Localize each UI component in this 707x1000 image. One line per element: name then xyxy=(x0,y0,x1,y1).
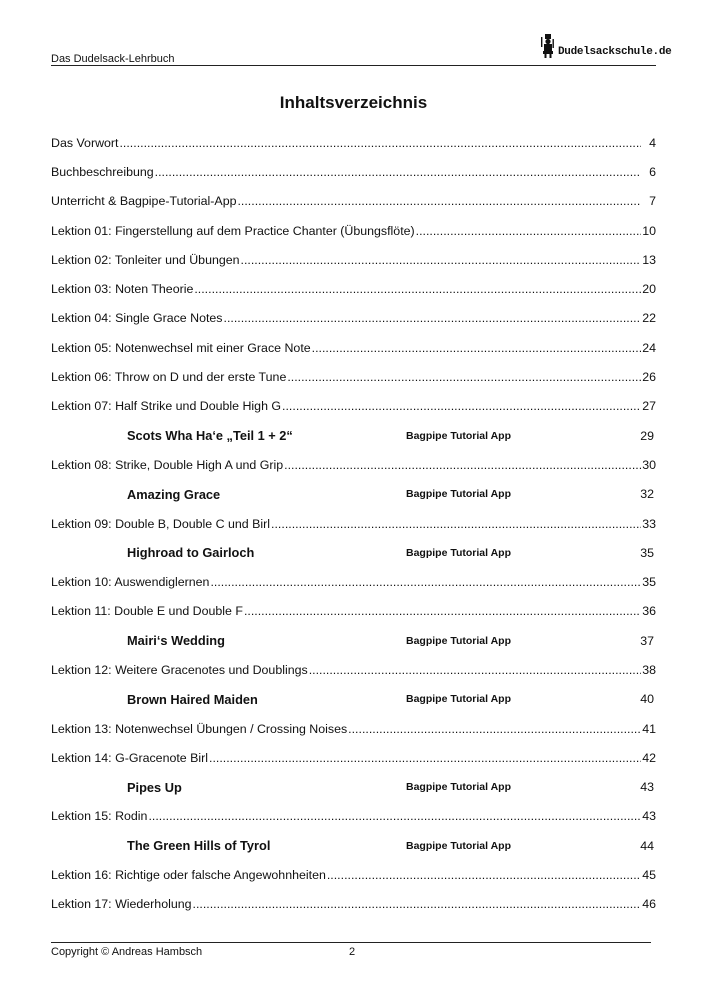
tune-title: Pipes Up xyxy=(127,779,182,795)
toc-entry[interactable] xyxy=(51,157,656,186)
toc-page-number: 4 xyxy=(649,135,656,150)
toc-entry-title: Lektion 02: Tonleiter und Übungen xyxy=(51,252,240,267)
toc-dot-leader xyxy=(282,399,641,413)
toc-page-number: 37 xyxy=(640,633,654,648)
toc-entry[interactable] xyxy=(51,860,656,889)
bagpiper-icon xyxy=(540,34,556,58)
toc-dot-leader xyxy=(327,868,641,882)
page-title: Inhaltsverzeichnis xyxy=(279,93,428,112)
toc-dot-leader xyxy=(416,224,641,238)
toc-entry-title: Lektion 07: Half Strike und Double High G xyxy=(51,399,282,414)
toc-page-number: 7 xyxy=(649,194,656,209)
toc-entry-title: Lektion 10: Auswendiglernen xyxy=(51,575,210,590)
toc-tune-entry[interactable] xyxy=(51,538,656,567)
toc-entry-title: Lektion 17: Wiederholung xyxy=(51,897,192,912)
toc-entry-title: Lektion 15: Rodin xyxy=(51,809,148,824)
tune-app-reference: Bagpipe Tutorial App xyxy=(406,839,511,852)
toc-page-number: 33 xyxy=(642,516,656,531)
toc-entry[interactable] xyxy=(51,304,656,333)
toc-page-number: 32 xyxy=(640,487,654,502)
toc-entry[interactable] xyxy=(51,743,656,772)
toc-page-number: 40 xyxy=(640,692,654,707)
toc-entry-title: Das Vorwort xyxy=(51,135,119,150)
toc-dot-leader xyxy=(271,517,641,531)
toc-page-number: 46 xyxy=(642,897,656,912)
toc-entry-title: Unterricht & Bagpipe-Tutorial-App xyxy=(51,194,237,209)
toc-entry-title: Lektion 14: G-Gracenote Birl xyxy=(51,750,209,765)
toc-page-number: 24 xyxy=(642,340,656,355)
toc-tune-entry[interactable] xyxy=(51,626,656,655)
tune-app-reference: Bagpipe Tutorial App xyxy=(406,546,511,559)
toc-entry-title: Lektion 11: Double E und Double F xyxy=(51,604,243,619)
toc-dot-leader xyxy=(287,370,641,384)
page-number: 2 xyxy=(349,946,356,958)
toc-entry[interactable] xyxy=(51,216,656,245)
toc-tune-entry[interactable] xyxy=(51,685,656,714)
toc-entry-title: Lektion 05: Notenwechsel mit einer Grace Note xyxy=(51,340,311,355)
toc-page-number: 43 xyxy=(642,809,656,824)
toc-dot-leader xyxy=(210,575,641,589)
toc-dot-leader xyxy=(348,722,641,736)
toc-page-number: 45 xyxy=(642,868,656,883)
toc-page-number: 29 xyxy=(640,428,654,443)
toc-entry-title: Lektion 03: Noten Theorie xyxy=(51,282,194,297)
toc-entry[interactable] xyxy=(51,802,656,831)
toc-page-number: 41 xyxy=(642,721,656,736)
toc-entry-title: Lektion 08: Strike, Double High A und Grip xyxy=(51,457,284,472)
toc-entry[interactable] xyxy=(51,509,656,538)
toc-entry[interactable] xyxy=(51,450,656,479)
tune-title: Scots Wha Ha‘e „Teil 1 + 2“ xyxy=(127,428,293,444)
toc-dot-leader xyxy=(193,897,641,911)
toc-page-number: 27 xyxy=(642,399,656,414)
toc-page-number: 42 xyxy=(642,750,656,765)
toc-page-number: 43 xyxy=(640,780,654,795)
tune-app-reference: Bagpipe Tutorial App xyxy=(406,781,511,794)
table-of-contents xyxy=(51,128,656,919)
tune-title: Highroad to Gairloch xyxy=(127,545,255,561)
toc-tune-entry[interactable] xyxy=(51,421,656,450)
toc-dot-leader xyxy=(119,136,641,150)
tune-title: Amazing Grace xyxy=(127,486,221,502)
toc-dot-leader xyxy=(284,458,641,472)
toc-dot-leader xyxy=(312,341,641,355)
tune-app-reference: Bagpipe Tutorial App xyxy=(406,634,511,647)
toc-page-number: 10 xyxy=(642,223,656,238)
toc-entry[interactable] xyxy=(51,392,656,421)
toc-entry-title: Lektion 06: Throw on D und der erste Tune xyxy=(51,370,287,385)
toc-entry[interactable] xyxy=(51,890,656,919)
toc-entry[interactable] xyxy=(51,187,656,216)
toc-entry-title: Lektion 09: Double B, Double C und Birl xyxy=(51,516,271,531)
toc-dot-leader xyxy=(224,311,641,325)
tune-app-reference: Bagpipe Tutorial App xyxy=(406,488,511,501)
toc-page-number: 35 xyxy=(640,545,654,560)
tune-app-reference: Bagpipe Tutorial App xyxy=(406,429,511,442)
toc-entry[interactable] xyxy=(51,245,656,274)
toc-dot-leader xyxy=(309,663,641,677)
toc-entry[interactable] xyxy=(51,655,656,684)
toc-page-number: 36 xyxy=(642,604,656,619)
toc-dot-leader xyxy=(237,194,641,208)
toc-entry[interactable] xyxy=(51,362,656,391)
toc-page-number: 35 xyxy=(642,575,656,590)
toc-entry-title: Lektion 13: Notenwechsel Übungen / Crossing Noises xyxy=(51,721,348,736)
toc-dot-leader xyxy=(241,253,641,267)
tune-title: Mairi‘s Wedding xyxy=(127,633,225,649)
toc-page-number: 44 xyxy=(640,838,654,853)
toc-entry[interactable] xyxy=(51,714,656,743)
header-divider xyxy=(51,65,656,66)
toc-dot-leader xyxy=(155,165,641,179)
copyright-notice: Copyright © Andreas Hambsch xyxy=(51,946,203,958)
toc-dot-leader xyxy=(244,604,641,618)
logo-text: Dudelsackschule.de xyxy=(558,46,672,58)
toc-tune-entry[interactable] xyxy=(51,480,656,509)
toc-entry-title: Lektion 16: Richtige oder falsche Angewohnheiten xyxy=(51,868,326,883)
toc-entry-title: Lektion 04: Single Grace Notes xyxy=(51,311,223,326)
toc-page-number: 26 xyxy=(642,370,656,385)
running-header: Das Dudelsack-Lehrbuch xyxy=(51,53,175,65)
tune-title: The Green Hills of Tyrol xyxy=(127,838,271,854)
toc-entry[interactable] xyxy=(51,128,656,157)
toc-entry[interactable] xyxy=(51,333,656,362)
toc-dot-leader xyxy=(148,809,641,823)
toc-page-number: 20 xyxy=(642,282,656,297)
toc-tune-entry[interactable] xyxy=(51,773,656,802)
toc-page-number: 6 xyxy=(649,164,656,179)
toc-entry-title: Lektion 01: Fingerstellung auf dem Practice Chanter (Übungsflöte) xyxy=(51,223,415,238)
toc-page-number: 22 xyxy=(642,311,656,326)
toc-entry-title: Buchbeschreibung xyxy=(51,164,154,179)
tune-app-reference: Bagpipe Tutorial App xyxy=(406,693,511,706)
toc-tune-entry[interactable] xyxy=(51,831,656,860)
toc-entry-title: Lektion 12: Weitere Gracenotes und Doublings xyxy=(51,662,308,677)
toc-dot-leader xyxy=(209,751,641,765)
footer-divider xyxy=(51,942,651,943)
toc-entry[interactable] xyxy=(51,567,656,596)
toc-entry[interactable] xyxy=(51,274,656,303)
site-logo[interactable] xyxy=(540,34,671,58)
toc-page-number: 13 xyxy=(642,252,656,267)
toc-entry[interactable] xyxy=(51,597,656,626)
toc-dot-leader xyxy=(194,282,641,296)
toc-page-number: 38 xyxy=(642,662,656,677)
tune-title: Brown Haired Maiden xyxy=(127,691,258,707)
toc-page-number: 30 xyxy=(642,457,656,472)
